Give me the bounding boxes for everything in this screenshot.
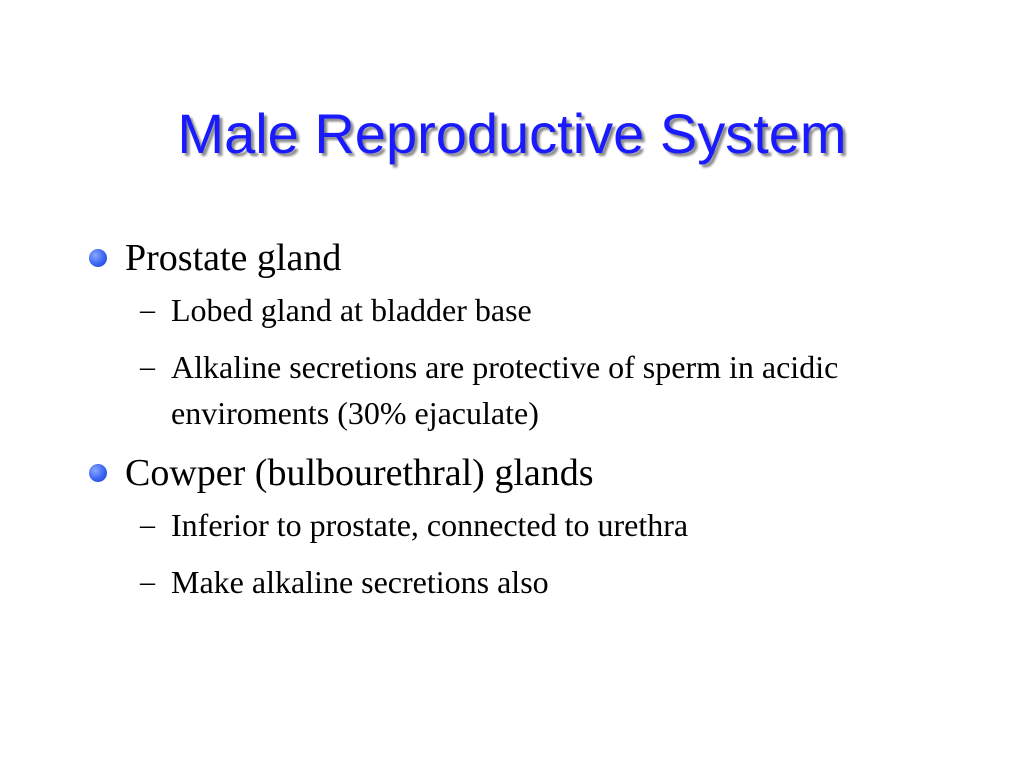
slide-title: Male Reproductive System xyxy=(177,102,847,165)
bullet-dot-icon xyxy=(89,249,107,267)
sub-list-prostate xyxy=(88,287,928,436)
bullet-dot-icon xyxy=(89,464,107,482)
sub-item-text: Inferior to prostate, connected to urethra xyxy=(171,507,689,543)
slide-content xyxy=(88,232,928,616)
sub-item-text: Alkaline secretions are protective of sperm in acidic enviroments (30% ejaculate) xyxy=(171,349,839,431)
bullet-text: Prostate gland xyxy=(125,237,342,279)
dash-marker: – xyxy=(140,293,155,326)
sub-item xyxy=(88,559,928,605)
sub-item xyxy=(88,287,928,333)
sub-list-cowper xyxy=(88,502,928,605)
sub-item xyxy=(88,344,928,436)
bullet-text: Cowper (bulbourethral) glands xyxy=(125,452,594,494)
sub-item xyxy=(88,502,928,548)
dash-marker: – xyxy=(140,350,155,383)
sub-item-text: Make alkaline secretions also xyxy=(171,564,549,600)
dash-marker: – xyxy=(140,508,155,541)
bullet-item-cowper xyxy=(88,447,928,499)
bullet-item-prostate xyxy=(88,232,928,284)
sub-item-text: Lobed gland at bladder base xyxy=(171,292,532,328)
dash-marker: – xyxy=(140,565,155,598)
